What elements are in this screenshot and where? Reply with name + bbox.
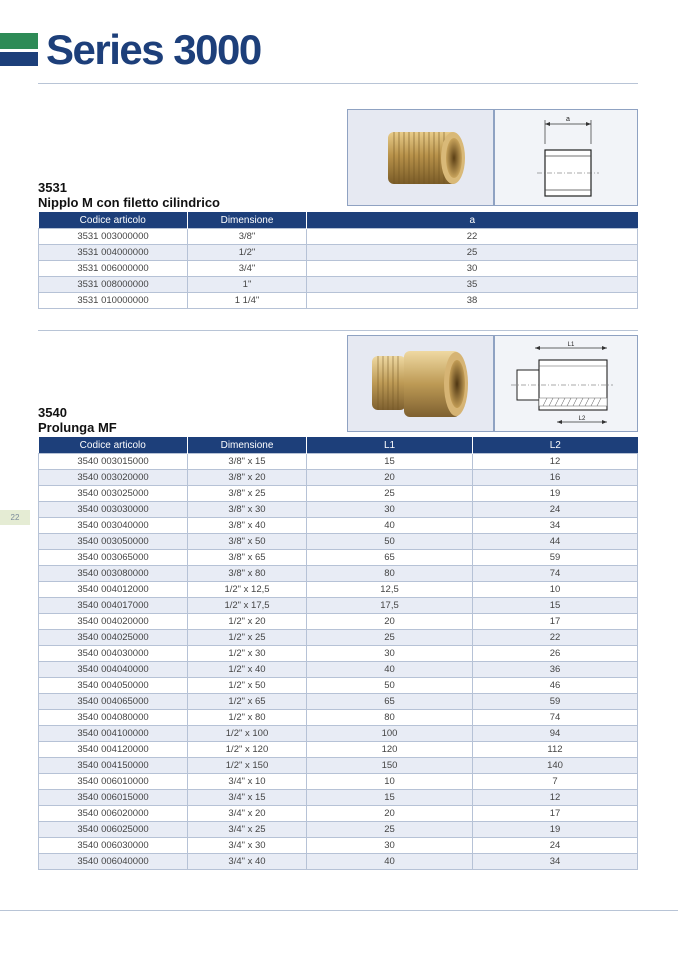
table-cell: 3540 004040000 bbox=[39, 662, 188, 678]
table-cell: 3531 010000000 bbox=[39, 293, 188, 309]
table-cell: 140 bbox=[473, 758, 638, 774]
table-cell: 59 bbox=[473, 550, 638, 566]
header-divider bbox=[38, 83, 638, 84]
column-header: L1 bbox=[307, 437, 473, 454]
technical-drawing-3540 bbox=[494, 335, 638, 432]
table-row bbox=[39, 518, 638, 534]
table-cell: 25 bbox=[307, 630, 473, 646]
table-row bbox=[39, 550, 638, 566]
table-cell: 3/8" x 80 bbox=[188, 566, 307, 582]
table-cell: 3/4" x 30 bbox=[188, 838, 307, 854]
table-row bbox=[39, 566, 638, 582]
table-cell: 25 bbox=[307, 486, 473, 502]
logo-blue-bar bbox=[0, 52, 38, 66]
column-header: Dimensione bbox=[188, 437, 307, 454]
dimension-l2-label: L2 bbox=[578, 416, 586, 422]
table-cell: 1/2" x 30 bbox=[188, 646, 307, 662]
table-cell: 3540 004150000 bbox=[39, 758, 188, 774]
table-header-row bbox=[39, 212, 638, 229]
table-cell: 3540 003065000 bbox=[39, 550, 188, 566]
column-header: L2 bbox=[473, 437, 638, 454]
extension-photo-icon bbox=[348, 336, 493, 431]
table-cell: 24 bbox=[473, 502, 638, 518]
table-cell: 1/2" x 40 bbox=[188, 662, 307, 678]
product-photo-3531 bbox=[347, 109, 494, 206]
table-row bbox=[39, 454, 638, 470]
table-cell: 10 bbox=[473, 582, 638, 598]
table-cell: 112 bbox=[473, 742, 638, 758]
table-cell: 38 bbox=[307, 293, 638, 309]
table-cell: 1/2" x 20 bbox=[188, 614, 307, 630]
table-cell: 3540 004080000 bbox=[39, 710, 188, 726]
table-row bbox=[39, 229, 638, 245]
table-cell: 3540 003025000 bbox=[39, 486, 188, 502]
dimension-a-label: a bbox=[566, 116, 570, 123]
table-header-row bbox=[39, 437, 638, 454]
table-cell: 3/4" x 20 bbox=[188, 806, 307, 822]
table-cell: 25 bbox=[307, 245, 638, 261]
table-cell: 3540 003080000 bbox=[39, 566, 188, 582]
table-cell: 7 bbox=[473, 774, 638, 790]
extension-drawing-icon bbox=[495, 336, 637, 431]
table-cell: 12,5 bbox=[307, 582, 473, 598]
table-cell: 34 bbox=[473, 518, 638, 534]
table-cell: 3540 003040000 bbox=[39, 518, 188, 534]
table-cell: 1/2" x 65 bbox=[188, 694, 307, 710]
table-row bbox=[39, 726, 638, 742]
table-cell: 100 bbox=[307, 726, 473, 742]
table-cell: 1/2" x 120 bbox=[188, 742, 307, 758]
product-photo-3540 bbox=[347, 335, 494, 432]
table-cell: 3531 003000000 bbox=[39, 229, 188, 245]
table-cell: 74 bbox=[473, 710, 638, 726]
table-cell: 50 bbox=[307, 534, 473, 550]
table-row bbox=[39, 790, 638, 806]
table-cell: 3540 004025000 bbox=[39, 630, 188, 646]
table-cell: 44 bbox=[473, 534, 638, 550]
table-cell: 3540 004020000 bbox=[39, 614, 188, 630]
table-cell: 22 bbox=[473, 630, 638, 646]
table-cell: 150 bbox=[307, 758, 473, 774]
table-row bbox=[39, 806, 638, 822]
table-cell: 17,5 bbox=[307, 598, 473, 614]
table-cell: 40 bbox=[307, 518, 473, 534]
table-row bbox=[39, 598, 638, 614]
table-cell: 19 bbox=[473, 486, 638, 502]
table-row bbox=[39, 742, 638, 758]
nipple-drawing-icon bbox=[495, 110, 637, 205]
table-cell: 3540 006040000 bbox=[39, 854, 188, 870]
table-cell: 3540 004012000 bbox=[39, 582, 188, 598]
table-cell: 36 bbox=[473, 662, 638, 678]
table-row bbox=[39, 277, 638, 293]
table-cell: 3540 003050000 bbox=[39, 534, 188, 550]
table-row bbox=[39, 486, 638, 502]
table-cell: 120 bbox=[307, 742, 473, 758]
table-cell: 30 bbox=[307, 261, 638, 277]
column-header: Codice articolo bbox=[39, 212, 188, 229]
table-row bbox=[39, 293, 638, 309]
table-cell: 80 bbox=[307, 566, 473, 582]
table-cell: 3540 004120000 bbox=[39, 742, 188, 758]
table-cell: 3/4" x 15 bbox=[188, 790, 307, 806]
table-cell: 3540 006015000 bbox=[39, 790, 188, 806]
table-cell: 35 bbox=[307, 277, 638, 293]
table-row bbox=[39, 822, 638, 838]
table-cell: 46 bbox=[473, 678, 638, 694]
table-cell: 1/2" x 150 bbox=[188, 758, 307, 774]
table-cell: 19 bbox=[473, 822, 638, 838]
table-cell: 3/4" x 10 bbox=[188, 774, 307, 790]
table-cell: 3/8" x 50 bbox=[188, 534, 307, 550]
table-cell: 1" bbox=[188, 277, 307, 293]
table-cell: 3540 004017000 bbox=[39, 598, 188, 614]
table-row bbox=[39, 630, 638, 646]
table-cell: 3540 003020000 bbox=[39, 470, 188, 486]
table-cell: 65 bbox=[307, 694, 473, 710]
table-cell: 3/8" x 20 bbox=[188, 470, 307, 486]
table-cell: 59 bbox=[473, 694, 638, 710]
section-divider bbox=[38, 330, 638, 331]
table-row bbox=[39, 646, 638, 662]
table-cell: 3/8" x 15 bbox=[188, 454, 307, 470]
dimension-l1-label: L1 bbox=[567, 342, 575, 348]
table-cell: 1 1/4" bbox=[188, 293, 307, 309]
table-cell: 1/2" x 100 bbox=[188, 726, 307, 742]
table-cell: 3540 006025000 bbox=[39, 822, 188, 838]
table-cell: 20 bbox=[307, 806, 473, 822]
table-cell: 3/4" bbox=[188, 261, 307, 277]
table-cell: 30 bbox=[307, 646, 473, 662]
table-cell: 15 bbox=[307, 454, 473, 470]
table-cell: 12 bbox=[473, 454, 638, 470]
table-row bbox=[39, 678, 638, 694]
table-row bbox=[39, 758, 638, 774]
table-cell: 3/8" bbox=[188, 229, 307, 245]
table-row bbox=[39, 502, 638, 518]
table-cell: 3540 006010000 bbox=[39, 774, 188, 790]
table-cell: 3540 003015000 bbox=[39, 454, 188, 470]
table-cell: 12 bbox=[473, 790, 638, 806]
section-code-3531: 3531 bbox=[38, 180, 67, 195]
footer-divider bbox=[0, 910, 678, 911]
table-row bbox=[39, 694, 638, 710]
section-code-3540: 3540 bbox=[38, 405, 67, 420]
table-cell: 1/2" x 50 bbox=[188, 678, 307, 694]
spec-table-3540 bbox=[38, 437, 638, 870]
logo-green-bar bbox=[0, 33, 38, 49]
table-row bbox=[39, 470, 638, 486]
table-cell: 3/8" x 30 bbox=[188, 502, 307, 518]
table-row bbox=[39, 662, 638, 678]
table-cell: 1/2" x 12,5 bbox=[188, 582, 307, 598]
table-cell: 24 bbox=[473, 838, 638, 854]
table-cell: 3/8" x 40 bbox=[188, 518, 307, 534]
column-header: a bbox=[307, 212, 638, 229]
table-row bbox=[39, 582, 638, 598]
column-header: Codice articolo bbox=[39, 437, 188, 454]
table-cell: 3540 006020000 bbox=[39, 806, 188, 822]
page-title: Series 3000 bbox=[46, 26, 261, 73]
table-cell: 3531 006000000 bbox=[39, 261, 188, 277]
table-cell: 17 bbox=[473, 614, 638, 630]
table-cell: 17 bbox=[473, 806, 638, 822]
page-number: 22 bbox=[0, 510, 30, 525]
table-cell: 65 bbox=[307, 550, 473, 566]
table-cell: 16 bbox=[473, 470, 638, 486]
table-cell: 1/2" x 25 bbox=[188, 630, 307, 646]
table-cell: 10 bbox=[307, 774, 473, 790]
table-cell: 50 bbox=[307, 678, 473, 694]
table-cell: 26 bbox=[473, 646, 638, 662]
table-cell: 20 bbox=[307, 614, 473, 630]
table-cell: 15 bbox=[307, 790, 473, 806]
table-cell: 3531 004000000 bbox=[39, 245, 188, 261]
table-cell: 30 bbox=[307, 502, 473, 518]
table-cell: 80 bbox=[307, 710, 473, 726]
table-cell: 3/8" x 25 bbox=[188, 486, 307, 502]
table-cell: 30 bbox=[307, 838, 473, 854]
table-cell: 74 bbox=[473, 566, 638, 582]
table-cell: 3540 004030000 bbox=[39, 646, 188, 662]
table-cell: 3540 006030000 bbox=[39, 838, 188, 854]
table-cell: 3540 004065000 bbox=[39, 694, 188, 710]
table-cell: 3/4" x 25 bbox=[188, 822, 307, 838]
table-row bbox=[39, 838, 638, 854]
table-cell: 40 bbox=[307, 854, 473, 870]
table-cell: 22 bbox=[307, 229, 638, 245]
table-row bbox=[39, 774, 638, 790]
spec-table-3531 bbox=[38, 212, 638, 309]
table-row bbox=[39, 854, 638, 870]
section-title-3540: Prolunga MF bbox=[38, 420, 117, 435]
table-row bbox=[39, 614, 638, 630]
column-header: Dimensione bbox=[188, 212, 307, 229]
table-cell: 3540 004050000 bbox=[39, 678, 188, 694]
table-cell: 3/8" x 65 bbox=[188, 550, 307, 566]
technical-drawing-3531 bbox=[494, 109, 638, 206]
table-cell: 1/2" bbox=[188, 245, 307, 261]
table-cell: 40 bbox=[307, 662, 473, 678]
table-cell: 1/2" x 17,5 bbox=[188, 598, 307, 614]
table-row bbox=[39, 245, 638, 261]
table-cell: 1/2" x 80 bbox=[188, 710, 307, 726]
table-row bbox=[39, 710, 638, 726]
table-cell: 34 bbox=[473, 854, 638, 870]
table-cell: 3531 008000000 bbox=[39, 277, 188, 293]
table-row bbox=[39, 534, 638, 550]
table-row bbox=[39, 261, 638, 277]
table-cell: 3/4" x 40 bbox=[188, 854, 307, 870]
table-cell: 25 bbox=[307, 822, 473, 838]
table-cell: 3540 003030000 bbox=[39, 502, 188, 518]
table-cell: 20 bbox=[307, 470, 473, 486]
table-cell: 94 bbox=[473, 726, 638, 742]
table-cell: 15 bbox=[473, 598, 638, 614]
section-title-3531: Nipplo M con filetto cilindrico bbox=[38, 195, 220, 210]
table-cell: 3540 004100000 bbox=[39, 726, 188, 742]
nipple-photo-icon bbox=[348, 110, 493, 205]
